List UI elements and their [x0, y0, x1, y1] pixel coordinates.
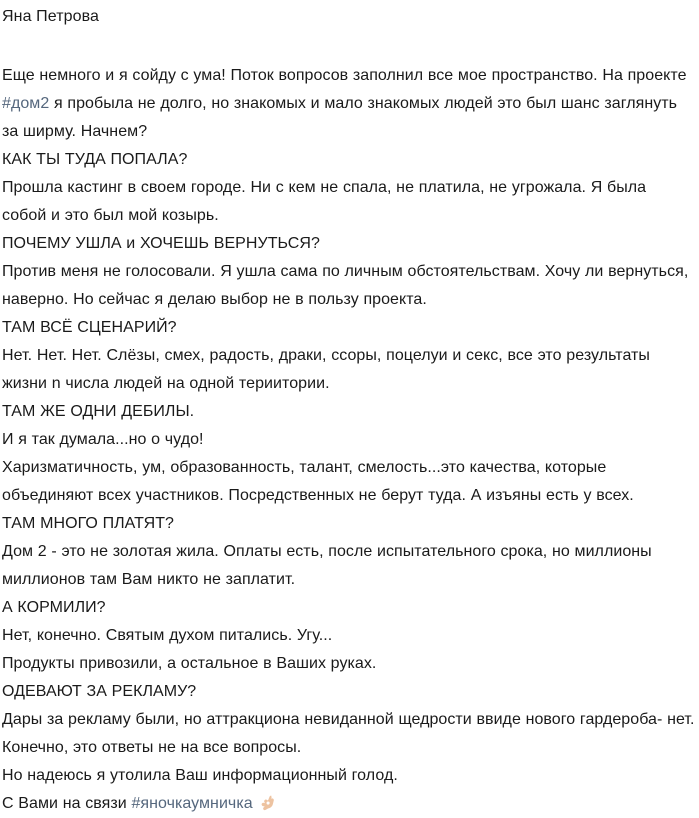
post-paragraph-a7 — [2, 706, 695, 734]
post-paragraph-a2 — [2, 258, 695, 314]
post-text-run: Конечно, это ответы не на все вопросы. — [2, 739, 302, 756]
post-text-run: Прошла кастинг в своем городе. Ни с кем не спала, не платила, не угрожала. Я была собой и это был мой козырь. — [2, 179, 647, 224]
post-paragraph-close2 — [2, 762, 695, 790]
post-paragraph-a6b — [2, 650, 695, 678]
post-text-run: Нет. Нет. Нет. Слёзы, смех, радость, драки, ссоры, поцелуи и секс, все это результаты жизни n числа людей на одной териитории. — [2, 347, 650, 392]
post-paragraph-q4 — [2, 398, 695, 426]
ok-hand-icon — [259, 793, 278, 812]
post-text-run: И я так думала...но о чудо! — [2, 431, 204, 448]
post-text-run: ТАМ МНОГО ПЛАТЯТ? — [2, 515, 174, 532]
post-paragraph-close1 — [2, 734, 695, 762]
post-text-run: Но надеюсь я утолила Ваш информационный голод. — [2, 767, 398, 784]
post-text-run: я пробыла не долго, но знакомых и мало знакомых людей это был шанс заглянуть за ширму. Начнем? — [2, 95, 678, 140]
post-paragraph-a4b — [2, 454, 695, 510]
post-text-run: Харизматичность, ум, образованность, талант, смелость...это качества, которые объединяют всех участников. Посредственных не берут туда. А изъяны есть у всех. — [2, 459, 634, 504]
post-text-run: Дом 2 - это не золотая жила. Оплаты есть, после испытательного срока, но миллионы миллионов там Вам никто не заплатит. — [2, 543, 652, 588]
post-paragraph-q2 — [2, 230, 695, 258]
post-paragraph-a5 — [2, 538, 695, 594]
post-paragraph-q3 — [2, 314, 695, 342]
post-text-run — [253, 795, 258, 812]
post-text-run: ОДЕВАЮТ ЗА РЕКЛАМУ? — [2, 683, 197, 700]
post-text-run: КАК ТЫ ТУДА ПОПАЛА? — [2, 151, 188, 168]
author-body-spacer — [2, 28, 695, 62]
post-text-run: Против меня не голосовали. Я ушла сама по личным обстоятельствам. Хочу ли вернуться, наверно. Но сейчас я делаю выбор не в пользу проекта. — [2, 263, 689, 308]
post-text-run: Нет, конечно. Святым духом питались. Угу... — [2, 627, 333, 644]
post-paragraph-q7 — [2, 678, 695, 706]
post-paragraph-q1 — [2, 146, 695, 174]
hashtag-link[interactable]: #яночкаумничка — [131, 795, 253, 812]
post-paragraph-a4a — [2, 426, 695, 454]
post-paragraph-q5 — [2, 510, 695, 538]
post-text-run: ТАМ ЖЕ ОДНИ ДЕБИЛЫ. — [2, 403, 195, 420]
hashtag-link[interactable]: #дом2 — [2, 95, 50, 112]
post-paragraph-signoff — [2, 790, 695, 818]
post-paragraph-a6a — [2, 622, 695, 650]
post-paragraph-intro — [2, 62, 695, 146]
post-paragraph-a1 — [2, 174, 695, 230]
post-paragraph-a3 — [2, 342, 695, 398]
post-text-run: ТАМ ВСЁ СЦЕНАРИЙ? — [2, 319, 177, 336]
post-text-run: Продукты привозили, а остальное в Ваших руках. — [2, 655, 377, 672]
post-author-name[interactable]: Яна Петрова — [2, 8, 100, 25]
post-text-run: С Вами на связи — [2, 795, 132, 812]
post-text-run: Дары за рекламу были, но аттракциона невиданной щедрости ввиде нового гардероба- нет. — [2, 711, 695, 728]
post-text-run: ПОЧЕМУ УШЛА и ХОЧЕШЬ ВЕРНУТЬСЯ? — [2, 235, 320, 252]
post-text-run: Еще немного и я сойду с ума! Поток вопросов заполнил все мое пространство. На проекте — [2, 67, 687, 84]
post-body-text — [2, 62, 695, 818]
post-paragraph-q6 — [2, 594, 695, 622]
post-text-run: А КОРМИЛИ? — [2, 599, 106, 616]
